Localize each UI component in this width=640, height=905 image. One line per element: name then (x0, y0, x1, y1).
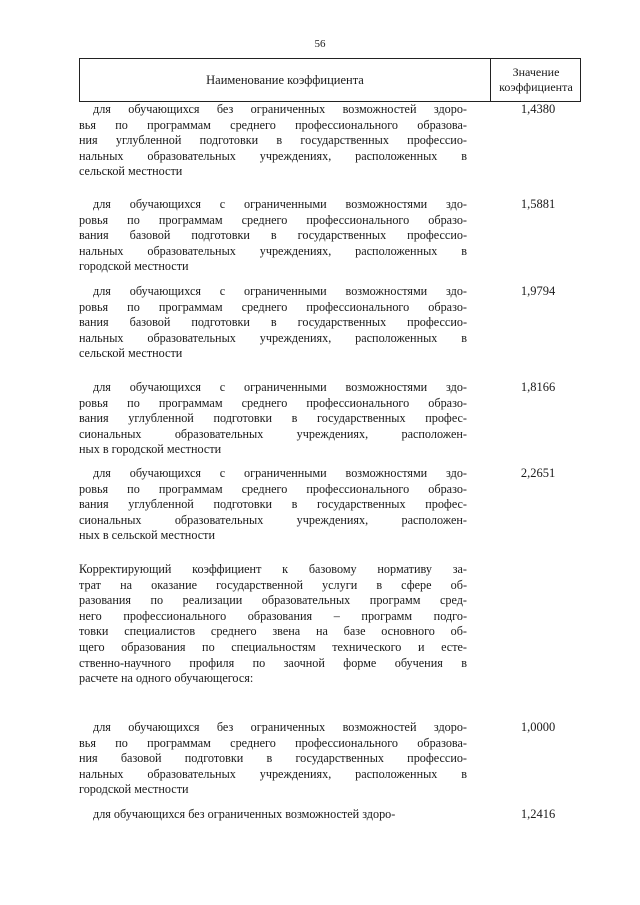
row-text (79, 284, 467, 362)
row-value: 1,2416 (520, 807, 556, 821)
row-text-line: нальных образовательных учреждениях, расположенных в (79, 148, 467, 163)
row-text-line: ных в городской местности (79, 442, 222, 457)
row-text-line: для обучающихся с ограниченными возможностями здо- (93, 466, 467, 480)
row-text (79, 197, 467, 275)
row-value: 1,5881 (520, 197, 556, 211)
paragraph-line: него профессионального образования – программ подго- (79, 608, 467, 623)
row-text (79, 720, 467, 798)
coefficient-table (79, 58, 581, 821)
section-paragraph (79, 562, 467, 687)
row-text-line: сельской местности (79, 346, 183, 361)
header-name: Наименование коэффициента (206, 72, 364, 87)
row-text (79, 380, 467, 458)
row-text (79, 102, 467, 180)
paragraph-line: Корректирующий коэффициент к базовому нормативу за- (79, 562, 467, 576)
row-text-line: ных в сельской местности (79, 528, 215, 543)
table-header (79, 58, 581, 102)
row-text-line: сиональных образовательных учреждениях, расположен- (79, 512, 467, 527)
row-text-line: для обучающихся без ограниченных возможностей здоро- (93, 807, 396, 821)
row-text-line: ровья по программам среднего профессионального образо- (79, 481, 467, 496)
row-text-line: для обучающихся с ограниченными возможностями здо- (93, 284, 467, 298)
row-text-line: для обучающихся без ограниченных возможностей здоро- (93, 720, 467, 734)
row-text-line: для обучающихся без ограниченных возможностей здоро- (93, 102, 467, 116)
row-text (79, 466, 467, 544)
row-text-line: нальных образовательных учреждениях, расположенных в (79, 243, 467, 258)
paragraph-line: разования по реализации образовательных программ сред- (79, 593, 467, 608)
row-value: 1,4380 (520, 102, 556, 116)
row-value: 1,0000 (520, 720, 556, 734)
row-text-line: для обучающихся с ограниченными возможностями здо- (93, 197, 467, 211)
row-text-line: вья по программам среднего профессионального образова- (79, 117, 467, 132)
page-number: 56 (314, 38, 326, 50)
row-text-line: для обучающихся с ограниченными возможностями здо- (93, 380, 467, 394)
row-value: 1,9794 (520, 284, 556, 298)
row-text (79, 807, 467, 823)
header-value-line2: коэффициента (499, 80, 573, 94)
row-text-line: нальных образовательных учреждениях, расположенных в (79, 330, 467, 345)
row-text-line: вания базовой подготовки в государственных профессио- (79, 228, 467, 243)
row-text-line: ния углубленной подготовки в государственных профессио- (79, 133, 467, 148)
row-text-line: ровья по программам среднего профессионального образо- (79, 299, 467, 314)
row-value: 1,8166 (520, 380, 556, 394)
header-value (490, 59, 581, 101)
paragraph-line: трат на оказание государственной услуги в сфере об- (79, 577, 467, 592)
row-text-line: городской местности (79, 782, 189, 797)
paragraph-line: расчете на одного обучающегося: (79, 671, 254, 686)
row-value: 2,2651 (520, 466, 556, 480)
paragraph-line: товки специалистов среднего звена на базе основного об- (79, 624, 467, 639)
row-text-line: вания углубленной подготовки в государственных профес- (79, 497, 467, 512)
paragraph-line: щего образования по специальностям технического и есте- (79, 639, 467, 654)
paragraph-line: ственно-научного профиля по заочной форме обучения в (79, 655, 467, 670)
row-text-line: ровья по программам среднего профессионального образо- (79, 395, 467, 410)
row-text-line: нальных образовательных учреждениях, расположенных в (79, 766, 467, 781)
row-text-line: сельской местности (79, 164, 183, 179)
row-text-line: вания базовой подготовки в государственных профессио- (79, 315, 467, 330)
row-text-line: вья по программам среднего профессионального образова- (79, 735, 467, 750)
row-text-line: ния базовой подготовки в государственных профессио- (79, 751, 467, 766)
header-value-line1: Значение (512, 65, 560, 79)
row-text-line: ровья по программам среднего профессионального образо- (79, 212, 467, 227)
row-text-line: городской местности (79, 259, 189, 274)
row-text-line: вания углубленной подготовки в государственных профес- (79, 411, 467, 426)
row-text-line: сиональных образовательных учреждениях, расположен- (79, 426, 467, 441)
